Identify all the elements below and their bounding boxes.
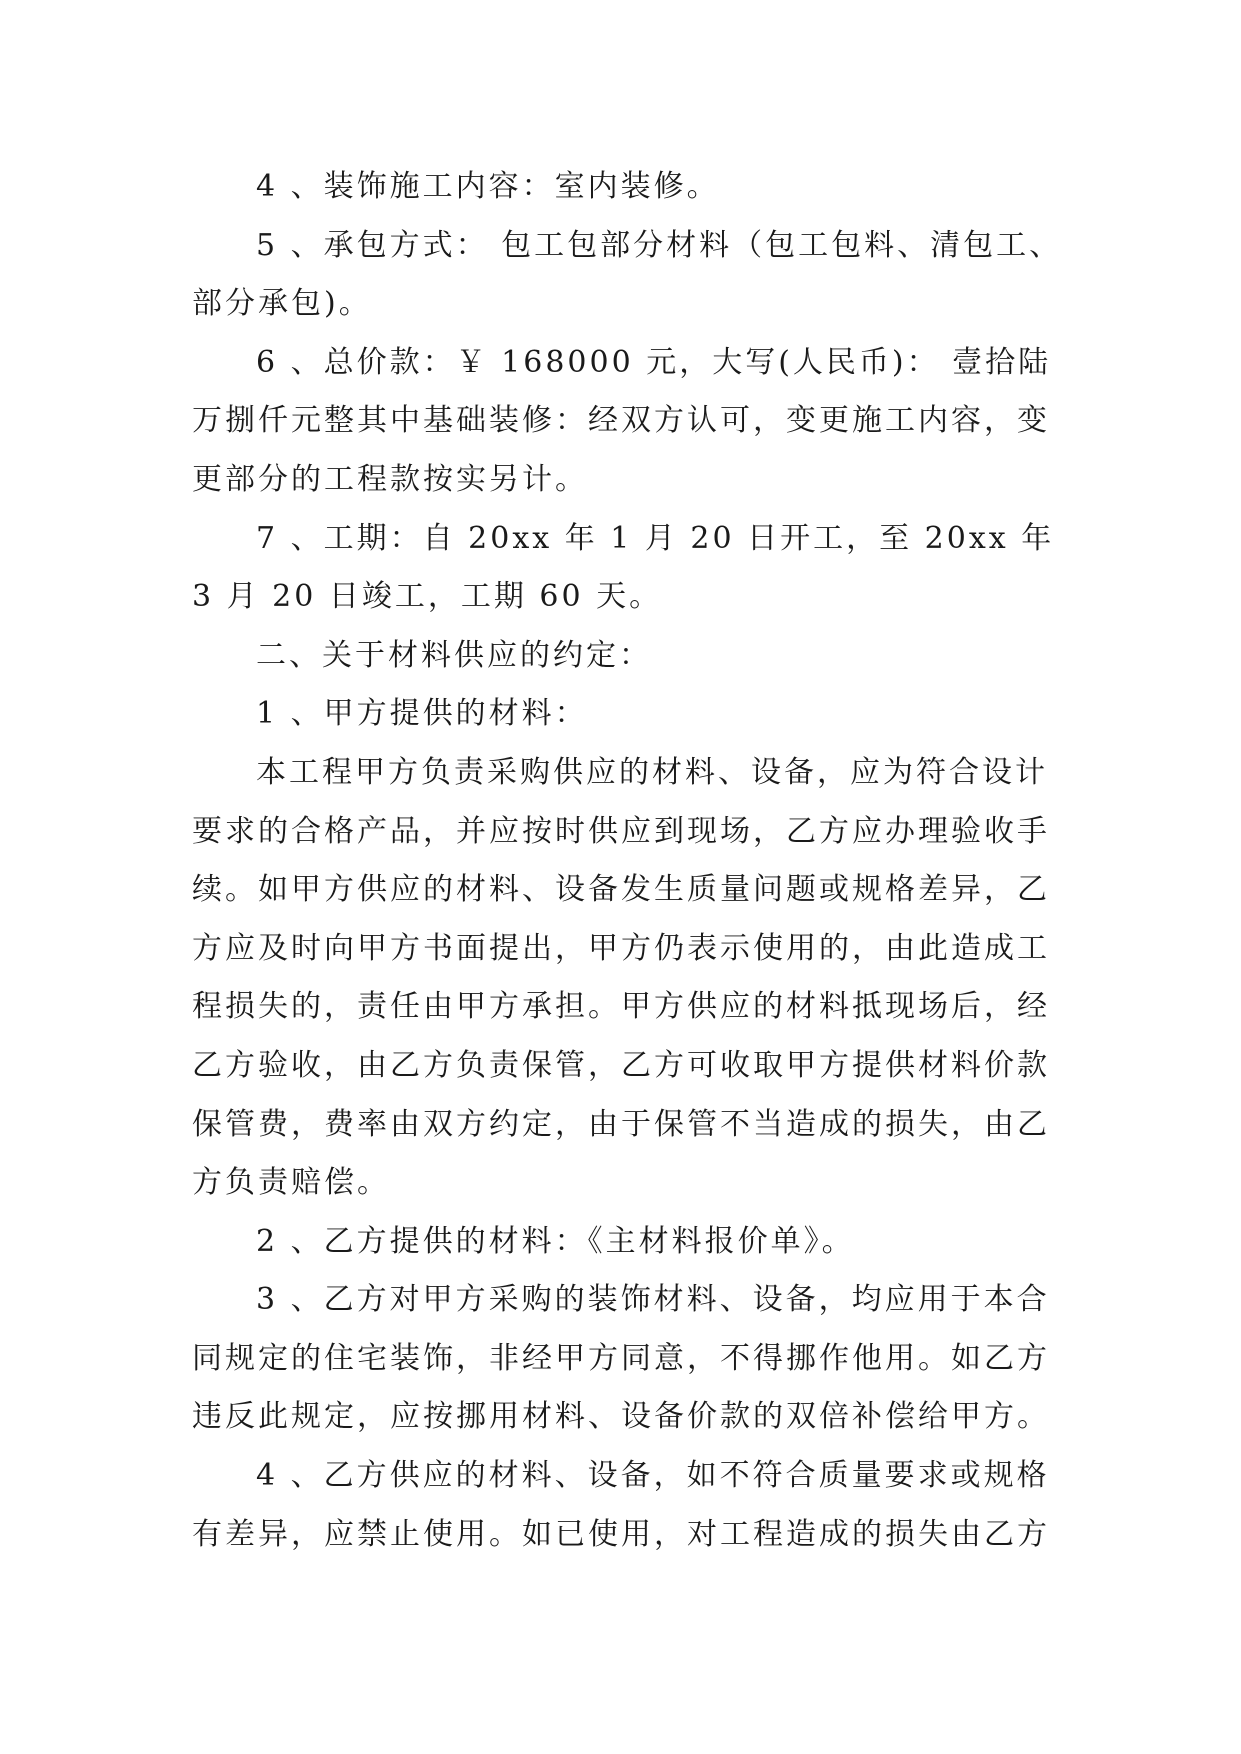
clause-2-party-b-materials: 2 、乙方提供的材料：《主材料报价单》。 <box>256 1223 855 1259</box>
clause-6-total-price: 6 、总价款：￥ 168000 元，大写(人民币)： 壹拾陆万捌仟元整其中基础装修：经双方认可，变更施工内容，变更部分的工程款按实另计。 <box>192 344 1052 497</box>
clause-1-party-a-materials: 1 、甲方提供的材料： <box>256 696 588 732</box>
clause-4-decoration-content: 4 、装饰施工内容：室内装修。 <box>256 169 720 204</box>
clause-5-contract-method: 5 、承包方式： 包工包部分材料（包工包料、清包工、部分承包)。 <box>192 227 1063 322</box>
document-body <box>192 158 1072 1564</box>
clause-7-construction-period: 7 、工期：自 20xx 年 1 月 20 日开工，至 20xx 年 3 月 20 日竣工，工期 60 天。 <box>192 520 1055 615</box>
clause-4-party-b-material-quality: 4 、乙方供应的材料、设备，如不符合质量要求或规格有差异，应禁止使用。如已使用，对工程造成的损失由乙方 <box>192 1458 1050 1552</box>
section-2-heading-material-supply: 二、关于材料供应的约定： <box>256 637 652 673</box>
party-a-materials-body: 本工程甲方负责采购供应的材料、设备，应为符合设计要求的合格产品，并应按时供应到现场，乙方应办理验收手续。如甲方供应的材料、设备发生质量问题或规格差异，乙方应及时向甲方书面提出，甲方仍表示使用的，由此造成工程损失的，责任由甲方承担。甲方供应的材料抵现场后，经乙方验收，由乙方负责保管，乙方可收取甲方提供材料价款保管费，费率由双方约定，由于保管不当造成的损失，由乙方负责赔偿。 <box>192 754 1050 1201</box>
clause-3-material-usage: 3 、乙方对甲方采购的装饰材料、设备，均应用于本合同规定的住宅装饰，非经甲方同意，不得挪作他用。如乙方违反此规定，应按挪用材料、设备价款的双倍补偿给甲方。 <box>192 1282 1050 1435</box>
